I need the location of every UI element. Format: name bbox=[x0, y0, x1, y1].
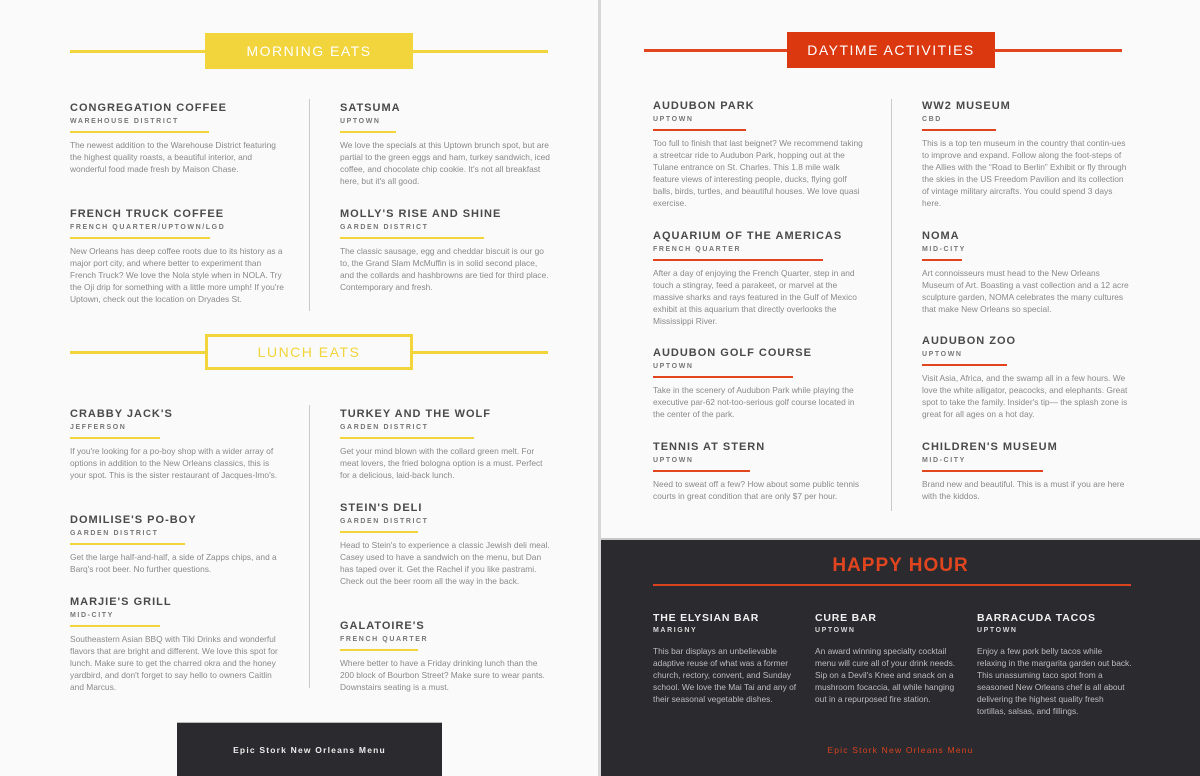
activity-area: UPTOWN bbox=[653, 363, 694, 370]
column-divider bbox=[891, 99, 892, 511]
venue-description: New Orleans has deep coffee roots due to its history as a major port city, and where better to experiment than French Truck? We love the Nola style when in NOLA. Try the Oji drip for something with a little more umph! If you're Uptown, check out the location on Dryades St. bbox=[70, 246, 284, 304]
venue-entry bbox=[70, 596, 285, 693]
venue-entry bbox=[340, 502, 550, 587]
bar-entry bbox=[815, 612, 965, 705]
activity-area: UPTOWN bbox=[922, 351, 963, 358]
venue-rule bbox=[340, 437, 474, 439]
venue-entry bbox=[70, 408, 285, 481]
activity-description: Need to sweat off a few? How about some public tennis courts in great condition that are only $7 per hour. bbox=[653, 479, 860, 501]
happy-hour-rule bbox=[653, 584, 1131, 586]
venue-area: FRENCH QUARTER/UPTOWN/LGD bbox=[70, 224, 226, 231]
venue-rule bbox=[340, 531, 418, 533]
activity-name: AUDUBON ZOO bbox=[922, 335, 1017, 347]
venue-name: MARJIE'S GRILL bbox=[70, 596, 172, 608]
bar-area: UPTOWN bbox=[977, 627, 1018, 634]
activity-description: Take in the scenery of Audubon Park while playing the executive par-62 not-too-serious golf course located in the center of the park. bbox=[653, 385, 855, 419]
venue-entry bbox=[340, 408, 550, 481]
venue-description: Get your mind blown with the collard green melt. For meat lovers, the fried bologna option is a must. Perfect for a delicious, laid-back lunch. bbox=[340, 446, 543, 480]
venue-name: GALATOIRE'S bbox=[340, 620, 425, 632]
activity-name: AUDUBON GOLF COURSE bbox=[653, 347, 812, 359]
activity-area: FRENCH QUARTER bbox=[653, 246, 742, 253]
happy-hour-section bbox=[601, 538, 1200, 776]
activity-entry bbox=[922, 441, 1132, 502]
left-page bbox=[0, 0, 598, 776]
venue-description: We love the specials at this Uptown brunch spot, but are partial to the green eggs and ham, turkey sandwich, iced coffee, and chocolate chip cookie. It's not all breakfast here, but it's all good. bbox=[340, 140, 550, 186]
venue-area: GARDEN DISTRICT bbox=[340, 224, 429, 231]
venue-entry bbox=[340, 102, 550, 187]
happy-hour-title: HAPPY HOUR bbox=[832, 555, 969, 576]
venue-entry bbox=[70, 208, 285, 305]
activity-rule bbox=[922, 470, 1043, 472]
venue-rule bbox=[340, 649, 418, 651]
lunch-eats-header bbox=[70, 334, 548, 370]
bar-area: MARIGNY bbox=[653, 627, 698, 634]
venue-area: JEFFERSON bbox=[70, 424, 127, 431]
header-rule-right bbox=[994, 49, 1122, 52]
activity-description: After a day of enjoying the French Quarter, step in and touch a stingray, feed a parakeet, or marvel at the massive sharks and rays featured in the Gulf of Mexico exhibit at this aquarium that directly overlooks the Mississippi River. bbox=[653, 268, 857, 326]
venue-name: CRABBY JACK'S bbox=[70, 408, 173, 420]
venue-entry bbox=[340, 620, 550, 693]
activity-name: CHILDREN'S MUSEUM bbox=[922, 441, 1058, 453]
venue-rule bbox=[340, 131, 396, 133]
bar-name: CURE BAR bbox=[815, 612, 877, 624]
venue-entry bbox=[70, 514, 285, 575]
activity-description: Visit Asia, Africa, and the swamp all in a few hours. We love the white alligator, peacocks, and elephants. Great spot to take the family. Insider's tip— the splash zone is great for all ages on a hot day. bbox=[922, 373, 1128, 419]
venue-area: WAREHOUSE DISTRICT bbox=[70, 118, 179, 125]
daytime-activities-title: DAYTIME ACTIVITIES bbox=[787, 32, 995, 68]
activity-area: CBD bbox=[922, 116, 942, 123]
bar-name: BARRACUDA TACOS bbox=[977, 612, 1096, 624]
venue-description: Get the large half-and-half, a side of Zapps chips, and a Barq's root beer. No further questions. bbox=[70, 552, 277, 574]
header-rule-right bbox=[412, 351, 548, 354]
activity-area: UPTOWN bbox=[653, 116, 694, 123]
header-rule-left bbox=[644, 49, 788, 52]
morning-eats-title: MORNING EATS bbox=[205, 33, 413, 69]
bar-name: THE ELYSIAN BAR bbox=[653, 612, 760, 624]
activity-entry bbox=[653, 230, 865, 327]
column-divider bbox=[309, 99, 310, 311]
venue-description: The classic sausage, egg and cheddar biscuit is our go to, the Grand Slam McMuffin is in solid second place, and the collards and hashbrowns are tied for third place. Contemporary and fresh. bbox=[340, 246, 549, 292]
venue-area: UPTOWN bbox=[340, 118, 381, 125]
venue-name: CONGREGATION COFFEE bbox=[70, 102, 227, 114]
venue-name: SATSUMA bbox=[340, 102, 401, 114]
venue-entry bbox=[340, 208, 550, 293]
bar-description: Enjoy a few pork belly tacos while relaxing in the margarita garden out back. This unassuming taco spot from a seasoned New Orleans chef is all about delivering the highest quality fresh tortillas, salsas, and fillings. bbox=[977, 646, 1132, 716]
activity-entry bbox=[653, 100, 865, 209]
activity-rule bbox=[922, 129, 996, 131]
activity-rule bbox=[653, 259, 823, 261]
activity-description: This is a top ten museum in the country that contin-ues to improve and expand. Follow along the foot-steps of the Allies with the “Road to Berlin” Exhibit or fly through the skies in the US Freedom Pavilion and its collection of vintage military aircrafts. You could spend 3 days here. bbox=[922, 138, 1127, 208]
venue-description: Head to Stein's to experience a classic Jewish deli meal. Casey used to have a sandwich on the menu, but Dan has taped over it. Get the Rachel if you like pastrami. Check out the beer room all the way in the back. bbox=[340, 540, 550, 586]
column-divider bbox=[309, 405, 310, 688]
venue-rule bbox=[70, 437, 160, 439]
header-rule-left bbox=[70, 351, 206, 354]
venue-rule bbox=[70, 625, 160, 627]
activity-area: MID-CITY bbox=[922, 457, 966, 464]
venue-rule bbox=[340, 237, 484, 239]
activity-entry bbox=[922, 230, 1132, 315]
venue-description: Where better to have a Friday drinking lunch than the 200 block of Bourbon Street? Make sure to wear pants. Downstairs seating is a must. bbox=[340, 658, 545, 692]
bar-entry bbox=[653, 612, 803, 705]
header-rule-left bbox=[70, 50, 206, 53]
left-footer-banner: Epic Stork New Orleans Menu bbox=[177, 722, 442, 776]
venue-description: The newest addition to the Warehouse District featuring the highest quality roasts, a beautiful interior, and wonderful food made fresh by Maison Chase. bbox=[70, 140, 276, 174]
venue-rule bbox=[70, 131, 209, 133]
activity-description: Too full to finish that last beignet? We recommend taking a streetcar ride to Audubon Park, hopping out at the Tulane entrance on St. Charles. This 1.8 mile walk feature views of interesting people, ducks, flying golf balls, birds, turtles, and beautiful houses. We love quasi exercise. bbox=[653, 138, 863, 208]
daytime-activities-header bbox=[644, 32, 1122, 68]
venue-name: MOLLY'S RISE AND SHINE bbox=[340, 208, 502, 220]
bar-description: This bar displays an unbelievable adaptive reuse of what was a former church, rectory, convent, and Sunday school. We love the Mai Tai and any of their seasonal vegetable dishes. bbox=[653, 646, 797, 704]
venue-rule bbox=[70, 543, 185, 545]
activity-entry bbox=[922, 100, 1132, 209]
morning-eats-header bbox=[70, 33, 548, 69]
activity-name: NOMA bbox=[922, 230, 960, 242]
activity-rule bbox=[922, 364, 1007, 366]
activity-area: UPTOWN bbox=[653, 457, 694, 464]
venue-area: MID-CITY bbox=[70, 612, 114, 619]
venue-description: Southeastern Asian BBQ with Tiki Drinks and wonderful flavors that are bright and different. We love this spot for lunch. Make sure to get the charred okra and the honey yardbird, and don't forget to say hello to owners Caitlin and Marcus. bbox=[70, 634, 278, 692]
activity-description: Brand new and beautiful. This is a must if you are here with the kiddos. bbox=[922, 479, 1125, 501]
activity-name: TENNIS AT STERN bbox=[653, 441, 766, 453]
activity-entry bbox=[653, 441, 865, 502]
bar-description: An award winning specialty cocktail menu will cure all of your drink needs. Sip on a Devil's Knee and snack on a mushroom focaccia, all while hanging out in a repurposed fire station. bbox=[815, 646, 956, 704]
venue-name: FRENCH TRUCK COFFEE bbox=[70, 208, 225, 220]
header-rule-right bbox=[412, 50, 548, 53]
venue-entry bbox=[70, 102, 285, 175]
activity-name: WW2 MUSEUM bbox=[922, 100, 1011, 112]
activity-name: AQUARIUM OF THE AMERICAS bbox=[653, 230, 843, 242]
activity-entry bbox=[922, 335, 1132, 420]
venue-name: DOMILISE'S PO-BOY bbox=[70, 514, 197, 526]
bar-area: UPTOWN bbox=[815, 627, 856, 634]
activity-name: AUDUBON PARK bbox=[653, 100, 755, 112]
right-footer-text: Epic Stork New Orleans Menu bbox=[827, 745, 974, 755]
activity-entry bbox=[653, 347, 865, 420]
venue-rule bbox=[70, 237, 210, 239]
venue-description: If you're looking for a po-boy shop with a wider array of options in addition to the New Orleans classics, this is your spot. This is the sister restaurant of Jacques-Imo's. bbox=[70, 446, 278, 480]
lunch-eats-title: LUNCH EATS bbox=[205, 334, 413, 370]
venue-name: STEIN'S DELI bbox=[340, 502, 423, 514]
venue-name: TURKEY AND THE WOLF bbox=[340, 408, 491, 420]
activity-rule bbox=[653, 129, 746, 131]
venue-area: GARDEN DISTRICT bbox=[70, 530, 159, 537]
bar-entry bbox=[977, 612, 1132, 717]
venue-area: FRENCH QUARTER bbox=[340, 636, 429, 643]
activity-description: Art connoisseurs must head to the New Orleans Museum of Art. Boasting a vast collection and a 12 acre sculpture garden, NOMA celebrates the many cultures that make New Orleans so special. bbox=[922, 268, 1129, 314]
activity-rule bbox=[653, 470, 750, 472]
venue-area: GARDEN DISTRICT bbox=[340, 518, 429, 525]
activity-area: MID-CITY bbox=[922, 246, 966, 253]
venue-area: GARDEN DISTRICT bbox=[340, 424, 429, 431]
activity-rule bbox=[653, 376, 793, 378]
activity-rule bbox=[922, 259, 962, 261]
